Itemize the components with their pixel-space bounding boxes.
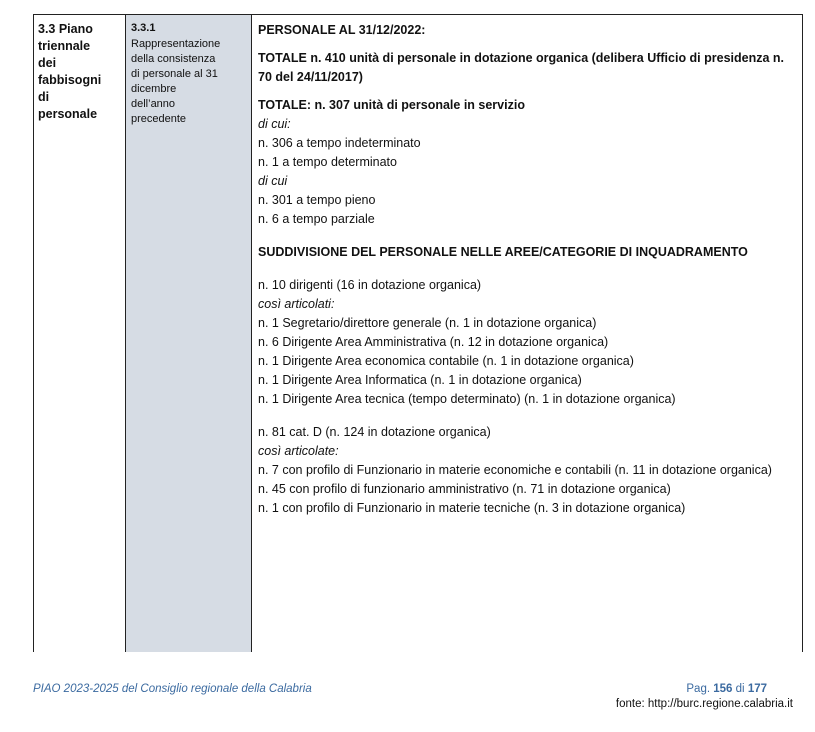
list-item: n. 1 Segretario/direttore generale (n. 1 in dotazione organica) xyxy=(258,316,597,330)
totale-organica: TOTALE n. 410 unità di personale in dotazione organica (delibera Ufficio di presidenza n. 70 del 24/11/2017) xyxy=(258,51,785,84)
list-item: n. 306 a tempo indeterminato xyxy=(258,136,421,150)
cosi-articolati-label: così articolati: xyxy=(258,297,335,311)
document-table xyxy=(33,14,803,652)
subsection-number: 3.3.1 xyxy=(131,22,156,34)
content-heading: PERSONALE AL 31/12/2022: xyxy=(258,23,426,37)
list-item: n. 1 Dirigente Area Informatica (n. 1 in dotazione organica) xyxy=(258,373,582,387)
subsection-title-line: dell’anno xyxy=(131,98,176,110)
page-of: di xyxy=(735,683,745,695)
subsection-title-line: dicembre xyxy=(131,83,177,95)
di-cui-label: di cui: xyxy=(258,117,291,131)
cosi-articolate-label: così articolate: xyxy=(258,444,339,458)
footer-page-number xyxy=(686,683,767,695)
subsection-title-line: di personale al 31 xyxy=(131,68,218,80)
source-note: fonte: http://burc.regione.calabria.it xyxy=(615,698,793,710)
suddivisione-heading: SUDDIVISIONE DEL PERSONALE NELLE AREE/CATEGORIE DI INQUADRAMENTO xyxy=(258,245,748,259)
page-total: 177 xyxy=(747,683,767,695)
list-item: n. 6 a tempo parziale xyxy=(258,212,375,226)
list-item: n. 1 Dirigente Area economica contabile (n. 1 in dotazione organica) xyxy=(258,354,634,368)
footer-document-title: PIAO 2023-2025 del Consiglio regionale della Calabria xyxy=(33,683,312,695)
list-item: n. 45 con profilo di funzionario amministrativo (n. 71 in dotazione organica) xyxy=(258,482,671,496)
section-title-line: personale xyxy=(38,107,98,121)
list-item: n. 7 con profilo di Funzionario in materie economiche e contabili (n. 11 in dotazione organica) xyxy=(258,463,772,477)
di-cui-label: di cui xyxy=(258,174,288,188)
section-title-line: 3.3 Piano xyxy=(38,22,93,36)
list-item: n. 6 Dirigente Area Amministrativa (n. 12 in dotazione organica) xyxy=(258,335,609,349)
content-cell xyxy=(252,15,802,652)
subsection-title-line: della consistenza xyxy=(131,53,216,65)
page-current: 156 xyxy=(713,683,733,695)
section-title-line: dei xyxy=(38,56,57,70)
totale-servizio: TOTALE: n. 307 unità di personale in servizio xyxy=(258,98,525,112)
dirigenti-total: n. 10 dirigenti (16 in dotazione organica) xyxy=(258,278,482,292)
subsection-title-line: precedente xyxy=(131,113,187,125)
subsection-cell xyxy=(126,15,252,652)
cat-d-total: n. 81 cat. D (n. 124 in dotazione organica) xyxy=(258,425,491,439)
list-item: n. 301 a tempo pieno xyxy=(258,193,376,207)
section-title-line: fabbisogni xyxy=(38,73,102,87)
page-label: Pag. xyxy=(686,683,711,695)
section-title-line: di xyxy=(38,90,50,104)
section-title-cell xyxy=(34,15,126,652)
list-item: n. 1 a tempo determinato xyxy=(258,155,397,169)
subsection-title-line: Rappresentazione xyxy=(131,38,221,50)
list-item: n. 1 con profilo di Funzionario in materie tecniche (n. 3 in dotazione organica) xyxy=(258,501,686,515)
section-title-line: triennale xyxy=(38,39,91,53)
list-item: n. 1 Dirigente Area tecnica (tempo determinato) (n. 1 in dotazione organica) xyxy=(258,392,676,406)
